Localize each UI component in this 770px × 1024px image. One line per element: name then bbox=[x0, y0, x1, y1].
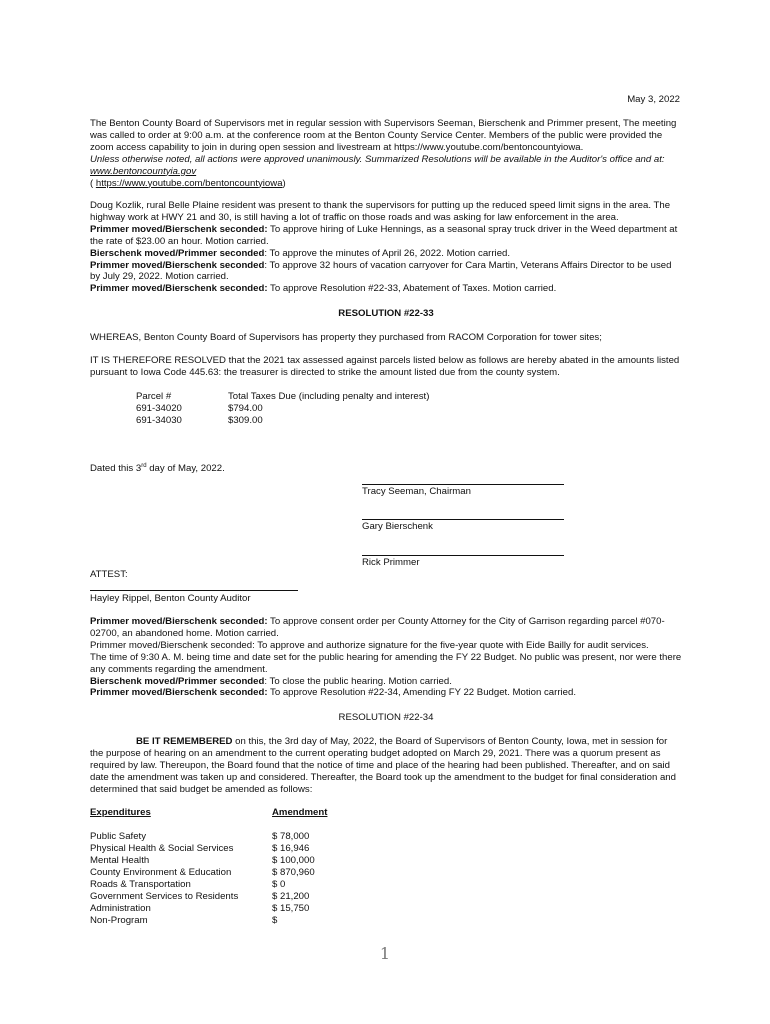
expenditure-name: Government Services to Residents bbox=[90, 891, 239, 902]
remembered-text: on this, the 3rd day of May, 2022, the Board of Supervisors of Benton County, Iowa, met in session for the purpose of hearing on an amendment to the current operating budget adopted on March 29, 2021. There was a quorum present as required by law. Thereupon, the Board found that the notice of time and place of the hearing had been published. Thereafter, and on said date the amendment was taken up and considered. Thereafter, the Board took up the amendment to the budget for final consideration and determined that said budget be amended as follows: bbox=[90, 736, 676, 795]
motion-text: To approve Resolution #22-34, Amending FY 22 Budget. Motion carried. bbox=[267, 687, 576, 699]
expenditure-name: Non-Program bbox=[90, 915, 148, 926]
intro-note: Unless otherwise noted, all actions were approved unanimously. Summarized Resolutions will be available in the Auditor's office and at: bbox=[90, 153, 665, 165]
remembered-label: BE IT REMEMBERED bbox=[136, 736, 233, 747]
signature-line bbox=[362, 519, 564, 520]
intro-text: The Benton County Board of Supervisors met in regular session with Supervisors Seeman, Bierschenk and Primmer present, The meeting was called to order at 9:00 a.m. at the conference room at the Benton County Service Center. Members of the public were provided the zoom access capability to join in during open session and livestream at https://www.youtube.com/bentoncountyiowa. bbox=[90, 118, 677, 153]
motion-text: : To close the public hearing. Motion carried. bbox=[264, 675, 452, 687]
signature-line bbox=[362, 484, 564, 485]
motion-text: To approve consent order per County Attorney for the City of Garrison regarding parcel #070-02700, an abandoned home. Motion carried. bbox=[90, 616, 665, 639]
expenditure-amount: $ 870,960 bbox=[272, 867, 315, 878]
motion-label: Bierschenk moved/Primmer seconded bbox=[90, 247, 265, 259]
signer-name: Rick Primmer bbox=[362, 557, 420, 568]
amendment-header: Amendment bbox=[272, 807, 328, 818]
intro-paragraph bbox=[90, 118, 682, 189]
hearing-text: The time of 9:30 A. M. being time and date set for the public hearing for amending the FY 22 Budget. No public was present, nor were there any comments regarding the amendment. bbox=[90, 651, 682, 675]
public-comment: Doug Kozlik, rural Belle Plaine resident was present to thank the supervisors for putting up the reduced speed limit signs in the area. The highway work at HWY 21 and 30, is still having a lot of traffic on those roads and was asking for law enforcement in the area. bbox=[90, 200, 671, 223]
motion-label: Primmer moved/Bierschenk seconded bbox=[90, 259, 265, 271]
actions-first bbox=[90, 200, 682, 295]
auditor-name: Hayley Rippel, Benton County Auditor bbox=[90, 593, 251, 604]
motion-label: Primmer moved/Bierschenk seconded: bbox=[90, 283, 268, 295]
actions-second bbox=[90, 616, 682, 699]
expenditure-amount: $ 15,750 bbox=[272, 903, 310, 914]
expenditure-name: Physical Health & Social Services bbox=[90, 843, 234, 854]
expenditure-name: Public Safety bbox=[90, 831, 146, 842]
motion-label: Primmer moved/Bierschenk seconded: bbox=[90, 616, 268, 627]
resolution-34-body bbox=[90, 736, 682, 796]
page-number: 1 bbox=[379, 944, 391, 963]
motion-text: Primmer moved/Bierschenk seconded: To approve and authorize signature for the five-year quote with Eide Bailly for audit services. bbox=[90, 639, 649, 651]
youtube-close: ) bbox=[282, 177, 286, 189]
resolution-34-title: RESOLUTION #22-34 bbox=[338, 712, 434, 723]
expenditure-amount: $ 16,946 bbox=[272, 843, 310, 854]
expenditure-name: County Environment & Education bbox=[90, 867, 232, 878]
parcel-header: Parcel # bbox=[136, 391, 172, 402]
expenditures-header: Expenditures bbox=[90, 807, 151, 818]
motion-text: : To approve the minutes of April 26, 2022. Motion carried. bbox=[264, 247, 511, 259]
signer-name: Tracy Seeman, Chairman bbox=[362, 486, 471, 497]
motion-text: To approve hiring of Luke Hennings, as a seasonal spray truck driver in the Weed department at the rate of $23.00 an hour. Motion carried. bbox=[90, 223, 678, 247]
motion-label: Primmer moved/Bierschenk seconded: bbox=[90, 223, 268, 235]
youtube-link[interactable]: https://www.youtube.com/bentoncountyiowa bbox=[95, 177, 283, 189]
expenditure-name: Administration bbox=[90, 903, 151, 914]
dated-line: Dated this 3rd day of May, 2022. bbox=[90, 462, 225, 474]
tax-amount: $794.00 bbox=[228, 403, 263, 414]
expenditure-name: Roads & Transportation bbox=[90, 879, 191, 890]
expenditure-name: Mental Health bbox=[90, 855, 150, 866]
motion-text: : To approve 32 hours of vacation carryover for Cara Martin, Veterans Affairs Director to be used by July 29, 2022. Motion carried. bbox=[90, 259, 672, 283]
taxes-header: Total Taxes Due (including penalty and interest) bbox=[228, 391, 430, 402]
meeting-date: May 3, 2022 bbox=[627, 94, 680, 105]
county-website-link[interactable]: www.bentoncountyia.gov bbox=[90, 165, 197, 177]
parcel-number: 691-34020 bbox=[136, 403, 182, 414]
resolution-33-whereas: WHEREAS, Benton County Board of Supervisors has property they purchased from RACOM Corporation for tower sites; bbox=[90, 332, 602, 343]
expenditure-amount: $ 100,000 bbox=[272, 855, 315, 866]
parcel-number: 691-34030 bbox=[136, 415, 182, 426]
attest-label: ATTEST: bbox=[90, 569, 128, 580]
tax-amount: $309.00 bbox=[228, 415, 263, 426]
resolution-33-title: RESOLUTION #22-33 bbox=[338, 308, 434, 319]
resolution-33-resolved: IT IS THEREFORE RESOLVED that the 2021 tax assessed against parcels listed below as follows are hereby abated in the amounts listed pursuant to Iowa Code 445.63: the treasurer is directed to strike the amount listed due from the county system. bbox=[90, 355, 680, 378]
signer-name: Gary Bierschenk bbox=[362, 521, 433, 532]
expenditure-amount: $ bbox=[272, 915, 278, 926]
motion-text: To approve Resolution #22-33, Abatement of Taxes. Motion carried. bbox=[267, 283, 557, 295]
signature-line bbox=[90, 590, 298, 591]
expenditure-amount: $ 0 bbox=[272, 879, 286, 890]
expenditure-amount: $ 21,200 bbox=[272, 891, 310, 902]
expenditure-amount: $ 78,000 bbox=[272, 831, 310, 842]
motion-label: Bierschenk moved/Primmer seconded bbox=[90, 675, 265, 687]
motion-label: Primmer moved/Bierschenk seconded: bbox=[90, 687, 268, 699]
youtube-open: ( bbox=[90, 177, 96, 189]
signature-line bbox=[362, 555, 564, 556]
